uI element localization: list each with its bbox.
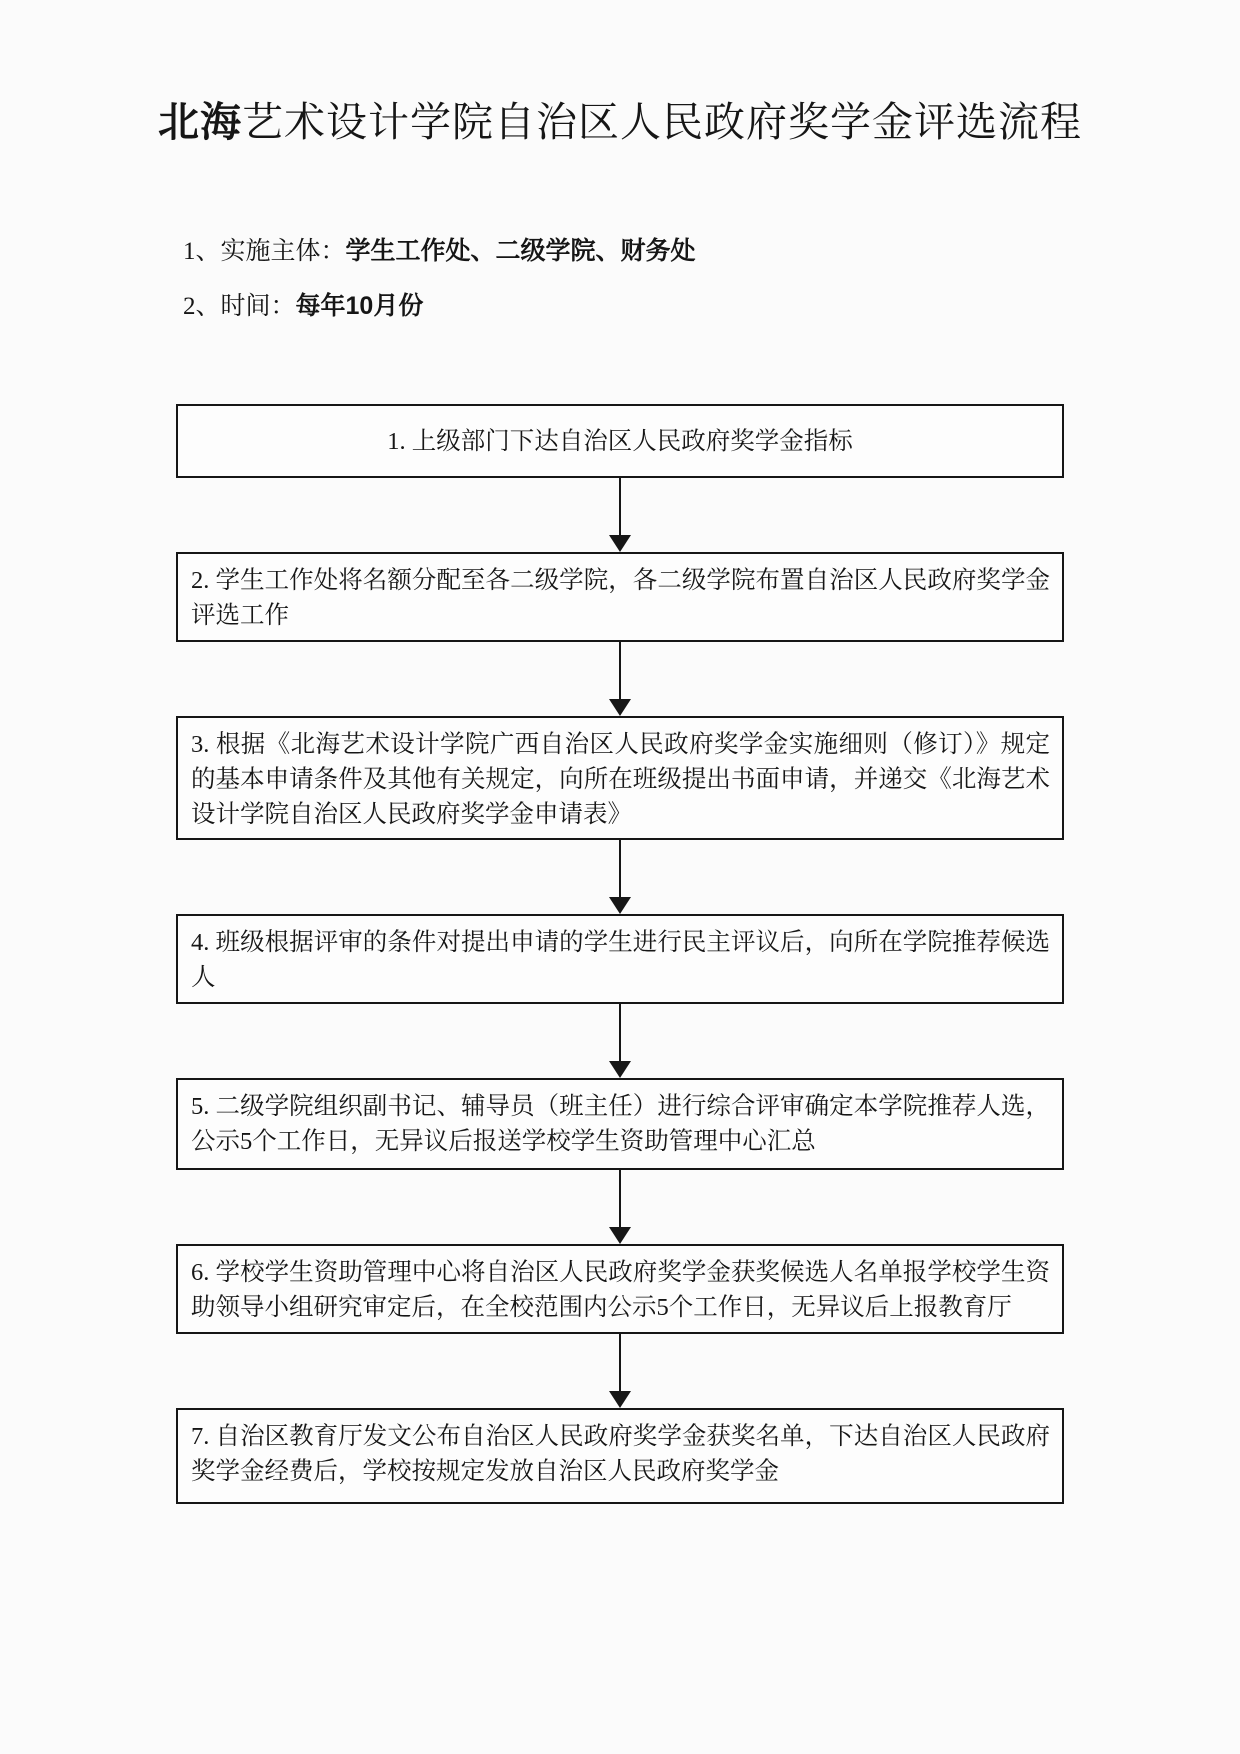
flow-step-4 <box>176 914 1064 1004</box>
intro-item-subject-label: 1、实施主体： <box>183 238 346 265</box>
flow-step-5 <box>176 1078 1064 1170</box>
arrow-down-icon <box>609 1061 631 1078</box>
flow-step-1 <box>176 404 1064 478</box>
flow-step-7 <box>176 1408 1064 1504</box>
arrow-shaft <box>619 478 621 535</box>
flowchart <box>176 404 1064 1504</box>
intro-item-time-value: 每年10月份 <box>295 292 424 320</box>
arrow-shaft <box>619 1334 621 1391</box>
flow-arrow-6 <box>608 1334 632 1408</box>
arrow-down-icon <box>609 1227 631 1244</box>
flow-step-3 <box>176 716 1064 840</box>
intro-item-time-label: 2、时间： <box>183 293 296 320</box>
flow-step-4-text: 4. 班级根据评审的条件对提出申请的学生进行民主评议后，向所在学院推荐候选人 <box>191 929 1050 991</box>
flow-step-2 <box>176 552 1064 642</box>
flow-arrow-1 <box>608 478 632 552</box>
page-title-emphasis: 北海 <box>158 99 242 145</box>
flow-arrow-4 <box>608 1004 632 1078</box>
flow-step-6-text: 6. 学校学生资助管理中心将自治区人民政府奖学金获奖候选人名单报学校学生资助领导小组研究审定后，在全校范围内公示5个工作日，无异议后上报教育厅 <box>191 1259 1050 1321</box>
intro-list <box>183 234 1240 324</box>
flow-arrow-3 <box>608 840 632 914</box>
page-title-main: 艺术设计学院自治区人民政府奖学金评选流程 <box>242 99 1082 145</box>
arrow-shaft <box>619 642 621 699</box>
flow-step-2-text: 2. 学生工作处将名额分配至各二级学院，各二级学院布置自治区人民政府奖学金评选工作 <box>191 567 1050 629</box>
flow-step-6 <box>176 1244 1064 1334</box>
intro-item-time <box>183 289 1240 324</box>
arrow-down-icon <box>609 1391 631 1408</box>
arrow-down-icon <box>609 535 631 552</box>
arrow-down-icon <box>609 699 631 716</box>
page-title <box>0 98 1240 146</box>
arrow-down-icon <box>609 897 631 914</box>
flow-arrow-2 <box>608 642 632 716</box>
flow-step-5-text: 5. 二级学院组织副书记、辅导员（班主任）进行综合评审确定本学院推荐人选，公示5个工作日，无异议后报送学校学生资助管理中心汇总 <box>191 1093 1050 1155</box>
flow-step-7-text: 7. 自治区教育厅发文公布自治区人民政府奖学金获奖名单，下达自治区人民政府奖学金经费后，学校按规定发放自治区人民政府奖学金 <box>191 1423 1050 1485</box>
flow-step-3-text: 3. 根据《北海艺术设计学院广西自治区人民政府奖学金实施细则（修订）》规定的基本申请条件及其他有关规定，向所在班级提出书面申请，并递交《北海艺术设计学院自治区人民政府奖学金申请表》 <box>191 731 1050 828</box>
intro-item-subject <box>183 234 1240 269</box>
arrow-shaft <box>619 840 621 897</box>
arrow-shaft <box>619 1004 621 1061</box>
flow-step-1-text: 1. 上级部门下达自治区人民政府奖学金指标 <box>387 427 853 455</box>
intro-item-subject-value: 学生工作处、二级学院、财务处 <box>345 237 696 265</box>
flow-arrow-5 <box>608 1170 632 1244</box>
arrow-shaft <box>619 1170 621 1227</box>
